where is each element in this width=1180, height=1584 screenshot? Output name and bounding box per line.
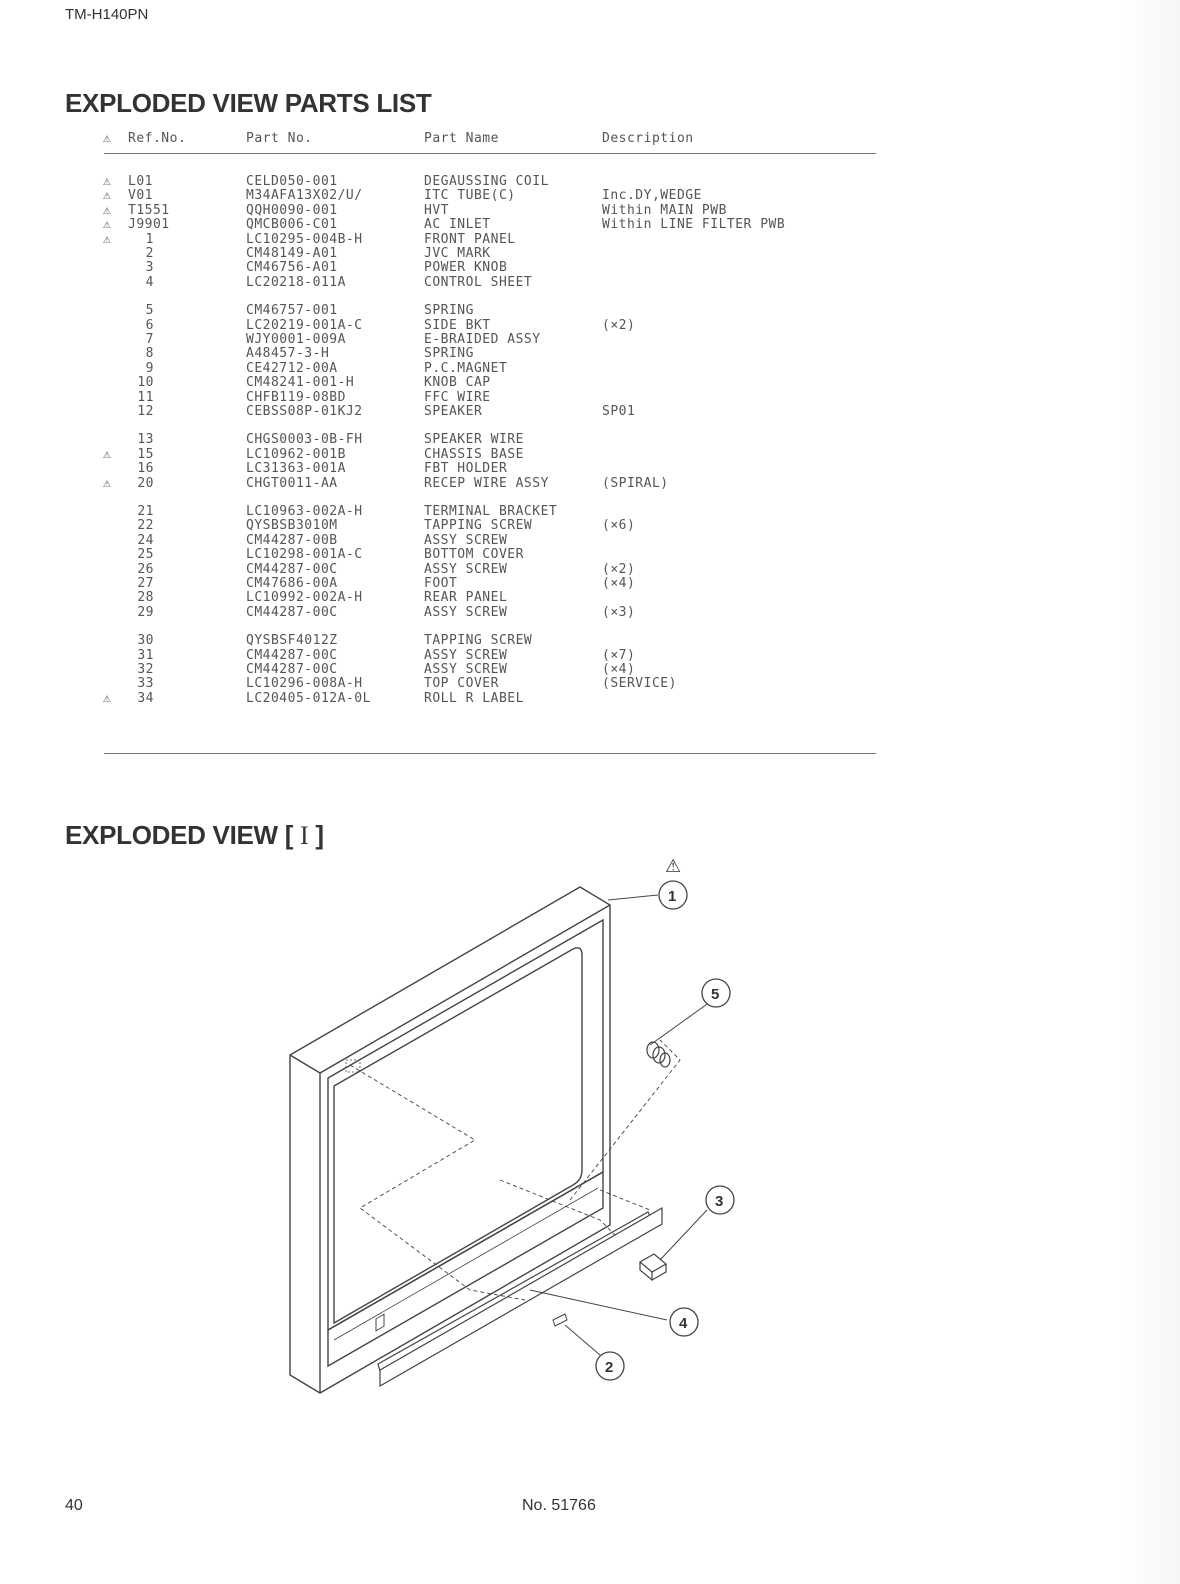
part-no-cell: WJY0001-009A (246, 332, 346, 347)
ref-no-cell: 12 (137, 404, 154, 419)
crt-face (334, 948, 582, 1323)
part-no-cell: CE42712-00A (246, 360, 338, 376)
table-row (0, 576, 1180, 591)
part-no-cell: CM44287-00B (246, 532, 338, 548)
part-name-cell: ROLL R LABEL (424, 690, 524, 706)
part-name-cell: CHASSIS BASE (424, 446, 524, 462)
ref-no-cell: V01 (128, 188, 153, 204)
ref-no-cell: 32 (137, 662, 154, 677)
ref-no-cell: 30 (137, 633, 154, 649)
ref-no-cell: T1551 (128, 202, 170, 218)
document-number: No. 51766 (522, 1497, 596, 1514)
part-name-cell: E-BRAIDED ASSY (424, 332, 541, 347)
ref-no-cell: 22 (137, 518, 154, 534)
part-name-cell: ASSY SCREW (424, 561, 508, 577)
exploded-view-title-close: ] (315, 820, 324, 850)
column-header-part-name: Part Name (424, 131, 499, 146)
warning-icon: ⚠ (103, 690, 112, 706)
ref-no-cell: 4 (145, 274, 154, 290)
jvc-mark-part (553, 1314, 567, 1326)
part-name-cell: ASSY SCREW (424, 662, 508, 677)
part-no-cell: CM47686-00A (246, 576, 338, 591)
ref-no-cell: 29 (137, 604, 154, 620)
table-row (0, 260, 1180, 275)
warning-icon: ⚠ (103, 446, 112, 462)
ref-no-cell: 8 (145, 346, 154, 362)
table-row (0, 188, 1180, 203)
warning-icon: ⚠ (103, 188, 112, 204)
warning-legend-icon: ⚠ (103, 131, 112, 146)
table-row (0, 303, 1180, 318)
table-top-rule (104, 153, 876, 154)
part-no-cell: CM48149-A01 (246, 246, 338, 261)
part-no-cell: CM44287-00C (246, 647, 338, 663)
part-name-cell: SPEAKER WIRE (424, 432, 524, 448)
ref-no-cell: 5 (145, 303, 154, 319)
part-name-cell: P.C.MAGNET (424, 360, 508, 376)
warning-icon: ⚠ (103, 174, 112, 189)
part-name-cell: TAPPING SCREW (424, 633, 533, 649)
ref-no-cell: 33 (137, 676, 154, 692)
table-row (0, 246, 1180, 261)
warning-icon: ⚠ (103, 202, 112, 218)
callout-5-label: 5 (711, 986, 720, 1003)
description-cell: (×4) (602, 662, 636, 677)
part-name-cell: TOP COVER (424, 676, 499, 692)
part-name-cell: POWER KNOB (424, 260, 508, 276)
part-no-cell: LC10296-008A-H (246, 676, 363, 692)
exploded-view-title-main: EXPLODED VIEW [ (65, 820, 294, 850)
warning-icon: ⚠ (103, 475, 112, 491)
table-row (0, 232, 1180, 247)
part-no-cell: LC10962-001B (246, 446, 346, 462)
part-name-cell: REAR PANEL (424, 590, 508, 606)
column-header-part-no: Part No. (246, 131, 313, 146)
ref-no-cell: 6 (145, 317, 154, 333)
description-cell: (×2) (602, 317, 636, 333)
part-no-cell: M34AFA13X02/U/ (246, 188, 363, 204)
table-row (0, 447, 1180, 462)
part-no-cell: LC10992-002A-H (246, 590, 363, 606)
part-no-cell: QYSBSB3010M (246, 518, 338, 534)
part-name-cell: SIDE BKT (424, 317, 491, 333)
ref-no-cell: 34 (137, 690, 154, 706)
table-row (0, 217, 1180, 232)
table-row (0, 203, 1180, 218)
parts-list-title: EXPLODED VIEW PARTS LIST (65, 88, 432, 118)
part-no-cell: LC10295-004B-H (246, 231, 363, 247)
exploded-view-title-roman: I (300, 821, 309, 850)
ref-no-cell: 13 (137, 432, 154, 448)
column-header-ref: Ref.No. (128, 131, 187, 146)
table-row (0, 318, 1180, 333)
part-name-cell: ASSY SCREW (424, 647, 508, 663)
part-no-cell: CM44287-00C (246, 561, 338, 577)
part-no-cell: A48457-3-H (246, 346, 330, 362)
monitor-drawing (270, 850, 770, 1410)
part-name-cell: CONTROL SHEET (424, 274, 533, 290)
part-no-cell: QQH0090-001 (246, 202, 338, 218)
ref-no-cell: 16 (137, 461, 154, 477)
part-name-cell: JVC MARK (424, 246, 491, 261)
table-row (0, 346, 1180, 361)
description-cell: SP01 (602, 404, 636, 419)
part-no-cell: CHFB119-08BD (246, 389, 346, 405)
page-number: 40 (65, 1497, 83, 1514)
description-cell: (×2) (602, 561, 636, 577)
callout-4-label: 4 (679, 1315, 688, 1332)
part-no-cell: CM44287-00C (246, 604, 338, 620)
part-name-cell: SPRING (424, 303, 474, 319)
table-row (0, 547, 1180, 562)
warning-icon: ⚠ (103, 231, 112, 247)
description-cell: (×6) (602, 518, 636, 534)
part-name-cell: RECEP WIRE ASSY (424, 475, 549, 491)
ref-no-cell: 31 (137, 647, 154, 663)
description-cell: (×4) (602, 576, 636, 591)
ref-no-cell: L01 (128, 174, 153, 189)
table-row (0, 562, 1180, 577)
part-no-cell: CM44287-00C (246, 662, 338, 677)
ref-no-cell: 20 (137, 475, 154, 491)
table-row (0, 648, 1180, 663)
callout-1-label: 1 (668, 888, 677, 905)
part-no-cell: LC20405-012A-0L (246, 690, 371, 706)
warning-icon: ⚠ (103, 217, 112, 233)
ref-no-cell: 11 (137, 389, 154, 405)
exploded-view-diagram (270, 850, 770, 1415)
table-row (0, 174, 1180, 189)
ref-no-cell: 7 (145, 332, 154, 347)
description-cell: Within MAIN PWB (602, 202, 727, 218)
ref-no-cell: 21 (137, 504, 154, 519)
table-row (0, 605, 1180, 620)
description-cell: Inc.DY,WEDGE (602, 188, 702, 204)
part-no-cell: QYSBSF4012Z (246, 633, 338, 649)
part-no-cell: CEBSS08P-01KJ2 (246, 404, 363, 419)
ref-no-cell: 15 (137, 446, 154, 462)
table-row (0, 432, 1180, 447)
table-row (0, 361, 1180, 376)
part-no-cell: QMCB006-C01 (246, 217, 338, 233)
ref-no-cell: 9 (145, 360, 154, 376)
table-row (0, 404, 1180, 419)
ref-no-cell: 3 (145, 260, 154, 276)
part-name-cell: FOOT (424, 576, 458, 591)
part-name-cell: AC INLET (424, 217, 491, 233)
part-name-cell: SPRING (424, 346, 474, 362)
description-cell: Within LINE FILTER PWB (602, 217, 786, 233)
ref-no-cell: J9901 (128, 217, 170, 233)
table-row (0, 691, 1180, 706)
part-name-cell: ASSY SCREW (424, 532, 508, 548)
model-header: TM-H140PN (65, 6, 149, 23)
table-bottom-rule (104, 753, 876, 754)
part-name-cell: BOTTOM COVER (424, 547, 524, 563)
callout-3-label: 3 (715, 1193, 724, 1210)
table-row (0, 332, 1180, 347)
table-row (0, 275, 1180, 290)
part-no-cell: LC20218-011A (246, 274, 346, 290)
part-no-cell: CELD050-001 (246, 174, 338, 189)
part-name-cell: DEGAUSSING COIL (424, 174, 549, 189)
part-no-cell: CHGS0003-0B-FH (246, 432, 363, 448)
table-row (0, 518, 1180, 533)
description-cell: (SERVICE) (602, 676, 677, 692)
part-no-cell: CHGT0011-AA (246, 475, 338, 491)
part-name-cell: KNOB CAP (424, 375, 491, 391)
table-row (0, 590, 1180, 605)
ref-no-cell: 10 (137, 375, 154, 391)
part-no-cell: LC10963-002A-H (246, 504, 363, 519)
ref-no-cell: 27 (137, 576, 154, 591)
table-row (0, 461, 1180, 476)
table-row (0, 375, 1180, 390)
table-row (0, 390, 1180, 405)
ref-no-cell: 2 (145, 246, 154, 261)
description-cell: (SPIRAL) (602, 475, 669, 491)
ref-no-cell: 24 (137, 532, 154, 548)
part-no-cell: CM46756-A01 (246, 260, 338, 276)
diagram-warning-icon: ⚠ (665, 856, 682, 877)
ref-no-cell: 28 (137, 590, 154, 606)
table-row (0, 676, 1180, 691)
column-header-description: Description (602, 131, 694, 146)
spring-part (647, 1042, 670, 1067)
exploded-view-title (65, 820, 324, 851)
part-name-cell: FRONT PANEL (424, 231, 516, 247)
part-no-cell: CM46757-001 (246, 303, 338, 319)
table-row (0, 662, 1180, 677)
part-name-cell: TAPPING SCREW (424, 518, 533, 534)
part-name-cell: FBT HOLDER (424, 461, 508, 477)
table-row (0, 533, 1180, 548)
part-no-cell: CM48241-001-H (246, 375, 355, 391)
front-panel-outline (290, 887, 610, 1393)
ref-no-cell: 1 (145, 231, 154, 247)
part-no-cell: LC10298-001A-C (246, 547, 363, 563)
part-name-cell: FFC WIRE (424, 389, 491, 405)
ref-no-cell: 25 (137, 547, 154, 563)
description-cell: (×3) (602, 604, 636, 620)
part-no-cell: LC31363-001A (246, 461, 346, 477)
table-row (0, 476, 1180, 491)
table-row (0, 504, 1180, 519)
table-row (0, 633, 1180, 648)
part-name-cell: SPEAKER (424, 404, 483, 419)
part-no-cell: LC20219-001A-C (246, 317, 363, 333)
ref-no-cell: 26 (137, 561, 154, 577)
part-name-cell: TERMINAL BRACKET (424, 504, 558, 519)
callout-2-label: 2 (605, 1359, 614, 1376)
part-name-cell: ASSY SCREW (424, 604, 508, 620)
part-name-cell: ITC TUBE(C) (424, 188, 516, 204)
part-name-cell: HVT (424, 202, 449, 218)
description-cell: (×7) (602, 647, 636, 663)
